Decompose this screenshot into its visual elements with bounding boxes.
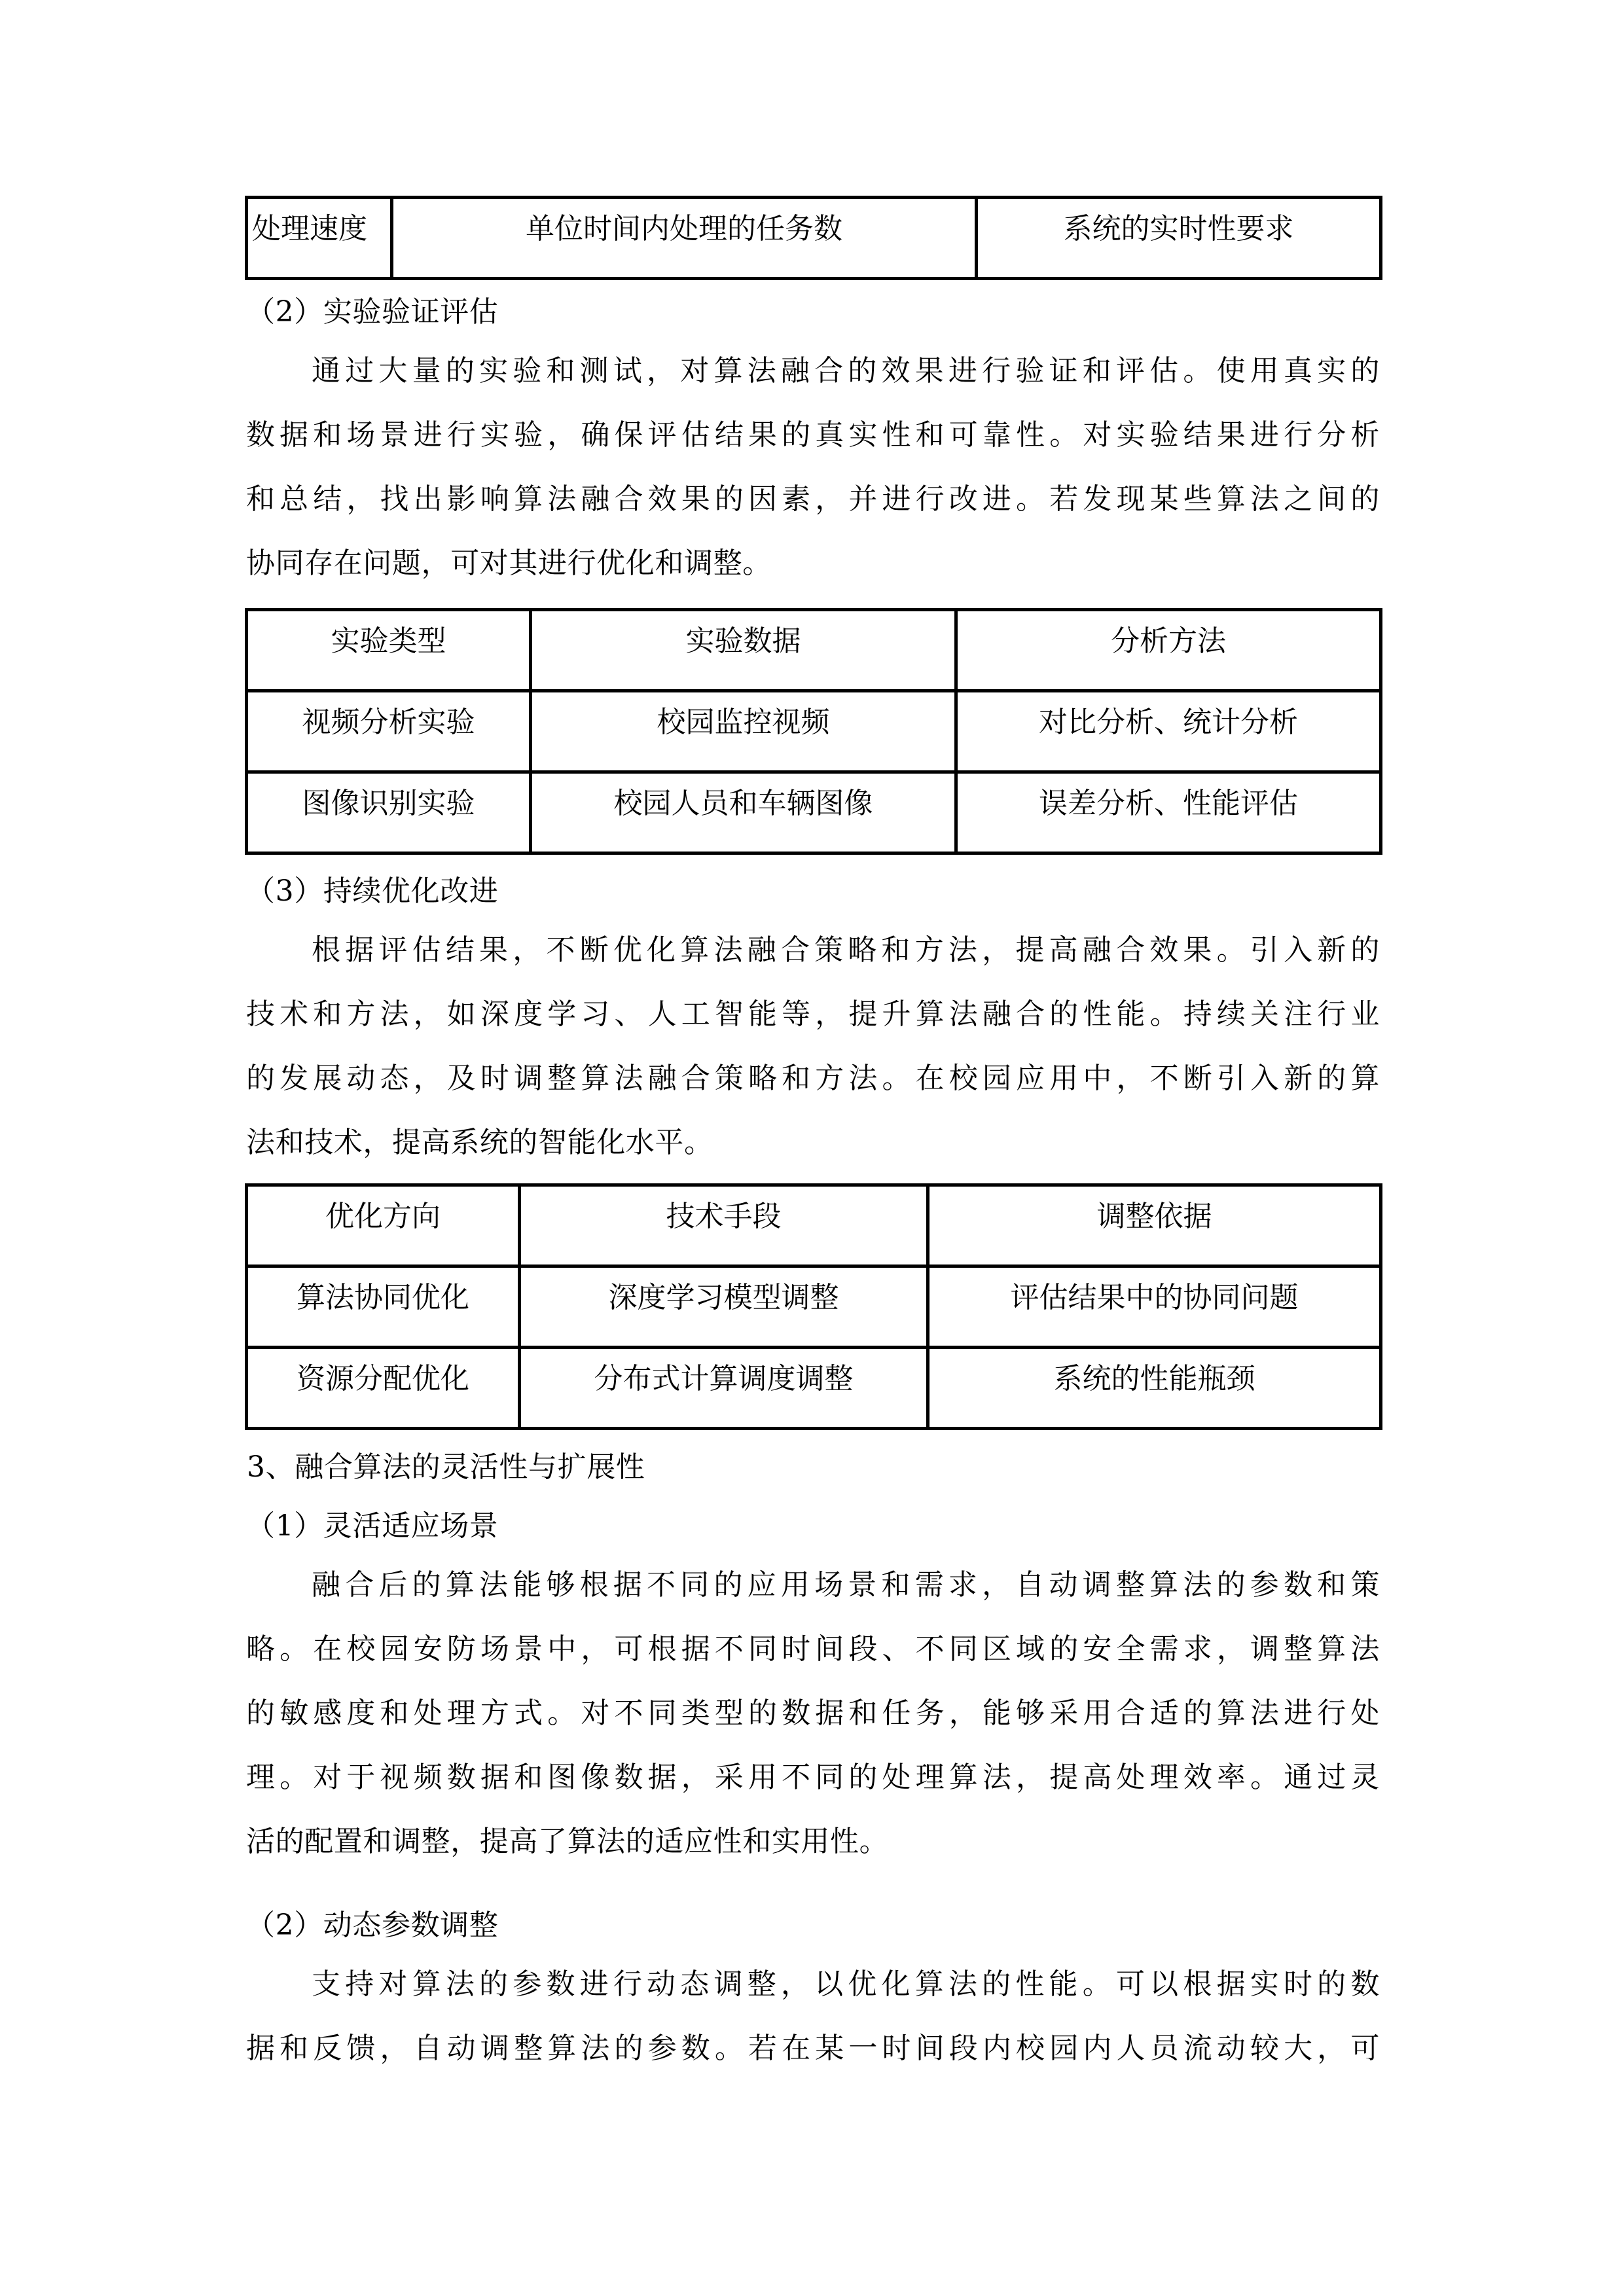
table-row xyxy=(247,1348,1381,1429)
table-cell: 校园监控视频 xyxy=(531,691,956,772)
paragraph-line: 融合后的算法能够根据不同的应用场景和需求，自动调整算法的参数和策 xyxy=(312,1568,1380,1602)
table-cell: 评估结果中的协同问题 xyxy=(928,1266,1381,1348)
table-row xyxy=(247,1266,1381,1348)
table-cell: 校园人员和车辆图像 xyxy=(531,772,956,853)
paragraph-line: 通过大量的实验和测试，对算法融合的效果进行验证和评估。使用真实的 xyxy=(312,354,1380,387)
table-cell: 算法协同优化 xyxy=(247,1266,520,1348)
paragraph-line: 的敏感度和处理方式。对不同类型的数据和任务，能够采用合适的算法进行处 xyxy=(246,1696,1380,1730)
table-cell: 图像识别实验 xyxy=(247,772,531,853)
paragraph-line: 理。对于视频数据和图像数据，采用不同的处理算法，提高处理效率。通过灵 xyxy=(246,1761,1380,1794)
table-cell: 资源分配优化 xyxy=(247,1348,520,1429)
table-cell: 处理速度 xyxy=(247,198,392,279)
section-heading: （1）灵活适应场景 xyxy=(246,1509,499,1543)
section-heading: （2）动态参数调整 xyxy=(246,1909,499,1942)
table-header-cell: 实验数据 xyxy=(531,610,956,691)
experiment-table xyxy=(245,608,1382,855)
table-row xyxy=(247,691,1381,772)
table-row xyxy=(247,772,1381,853)
paragraph-line: 数据和场景进行实验，确保评估结果的真实性和可靠性。对实验结果进行分析 xyxy=(246,418,1380,452)
paragraph-line: 据和反馈，自动调整算法的参数。若在某一时间段内校园内人员流动较大，可 xyxy=(246,2032,1380,2065)
paragraph-line: 和总结，找出影响算法融合效果的因素，并进行改进。若发现某些算法之间的 xyxy=(246,482,1380,516)
table-row xyxy=(247,198,1381,279)
paragraph-line: 活的配置和调整，提高了算法的适应性和实用性。 xyxy=(246,1825,889,1858)
table-header-cell: 优化方向 xyxy=(247,1185,520,1266)
paragraph-line: 略。在校园安防场景中，可根据不同时间段、不同区域的安全需求，调整算法 xyxy=(246,1632,1380,1666)
paragraph-line: 支持对算法的参数进行动态调整，以优化算法的性能。可以根据实时的数 xyxy=(312,1967,1380,2001)
table-cell: 系统的实时性要求 xyxy=(977,198,1381,279)
table-header-cell: 实验类型 xyxy=(247,610,531,691)
table-cell: 分布式计算调度调整 xyxy=(520,1348,928,1429)
table-cell: 误差分析、性能评估 xyxy=(956,772,1381,853)
paragraph-line: 根据评估结果，不断优化算法融合策略和方法，提高融合效果。引入新的 xyxy=(312,933,1380,967)
section-heading: （2）实验验证评估 xyxy=(246,295,499,329)
table-cell: 单位时间内处理的任务数 xyxy=(392,198,977,279)
table-header-cell: 分析方法 xyxy=(956,610,1381,691)
table-header-row xyxy=(247,610,1381,691)
speed-table xyxy=(245,196,1382,280)
table-cell: 深度学习模型调整 xyxy=(520,1266,928,1348)
table-cell: 视频分析实验 xyxy=(247,691,531,772)
table-cell: 对比分析、统计分析 xyxy=(956,691,1381,772)
section-heading: （3）持续优化改进 xyxy=(246,874,499,908)
paragraph-line: 协同存在问题，可对其进行优化和调整。 xyxy=(246,547,772,580)
paragraph-line: 的发展动态，及时调整算法融合策略和方法。在校园应用中，不断引入新的算 xyxy=(246,1062,1380,1095)
paragraph-line: 法和技术，提高系统的智能化水平。 xyxy=(246,1126,713,1159)
paragraph-line: 技术和方法，如深度学习、人工智能等，提升算法融合的性能。持续关注行业 xyxy=(246,997,1380,1031)
table-header-row xyxy=(247,1185,1381,1266)
table-cell: 系统的性能瓶颈 xyxy=(928,1348,1381,1429)
chapter-heading: 3、融合算法的灵活性与扩展性 xyxy=(247,1450,645,1484)
table-header-cell: 调整依据 xyxy=(928,1185,1381,1266)
table-header-cell: 技术手段 xyxy=(520,1185,928,1266)
optimization-table xyxy=(245,1183,1382,1430)
